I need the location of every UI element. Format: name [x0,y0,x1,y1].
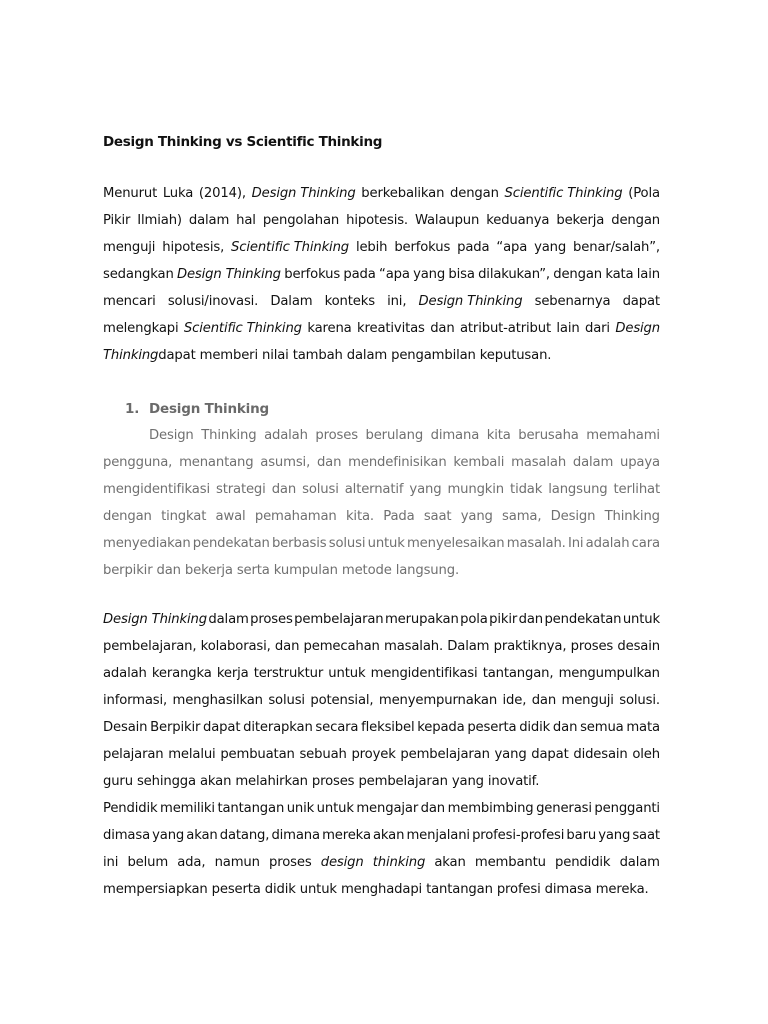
text-line [103,849,660,876]
text-run: pengganti [594,801,660,816]
text-run: pikir [489,612,518,627]
text-run: menyelesaikan [406,536,505,551]
text-run: hipotesis, [162,240,225,255]
text-run: unik [286,801,315,816]
text-run: memahami [586,428,660,443]
text-run: pendekatan [192,536,270,551]
text-run: akan [186,828,218,843]
text-run: dan [271,482,297,497]
text-run: proses [315,428,358,443]
text-line [103,714,660,741]
text-run: guru sehingga akan melahirkan proses pembelajaran yang inovatif. [103,774,540,789]
text-run: merupakan [384,612,459,627]
text-run: thinking [372,855,426,870]
text-run: proses [250,612,293,627]
text-run: dimana [430,428,480,443]
text-line [103,234,660,261]
text-run: dengan [103,509,152,524]
text-line [103,207,660,234]
text-run: menguji [103,240,156,255]
text-run: dari [584,321,610,336]
text-line [103,876,660,903]
text-run: masalah. [384,639,444,654]
text-line [103,633,660,660]
text-run: mereka [322,828,371,843]
text-run: dimana [271,828,320,843]
text-run: pada [343,267,376,282]
text-run: Berpikir [150,720,201,735]
text-run: pembelajaran [294,612,384,627]
text-run: dan [420,801,446,816]
text-run: yang [494,747,527,762]
text-run: berbasis [271,536,327,551]
text-run: masalah. [506,536,566,551]
text-run: kata [605,267,634,282]
text-run: dan [531,693,557,708]
text-run: Design [615,321,660,336]
text-run: akan [434,855,466,870]
text-run: awal [215,509,246,524]
text-run: pola [460,612,488,627]
text-run: dan [274,639,300,654]
text-run: desain [617,639,660,654]
section-paragraph [103,422,660,584]
text-run: tidak [510,482,543,497]
text-run: untuk [328,666,366,681]
text-run: dapat memberi nilai tambah dalam pengambilan keputusan. [158,348,552,363]
text-run: Scientific Thinking [183,321,302,336]
text-line [103,422,660,449]
text-run: Scientific Thinking [504,186,623,201]
text-run: adalah [103,666,147,681]
text-line [103,687,660,714]
document-title: Design Thinking vs Scientific Thinking [103,134,383,150]
text-run: menyediakan [103,536,191,551]
text-line [103,476,660,503]
text-run: dimasa [103,828,151,843]
text-run: pendekatan [544,612,622,627]
text-run: namun [214,855,260,870]
text-run: generasi [536,801,592,816]
text-run: Design Thinking [418,294,523,309]
text-run: didik [519,720,551,735]
text-run: Design [550,509,596,524]
text-line [103,822,660,849]
text-run: dan [316,455,342,470]
text-run: pemecahan [303,639,380,654]
text-run: menghasilkan [172,693,263,708]
text-run: berkebalikan [361,186,445,201]
text-run: mendefinisikan [348,455,447,470]
text-run: dan [518,612,543,627]
text-run: dapat [203,720,241,735]
text-run: melengkapi [103,321,179,336]
text-run: dan [430,321,455,336]
text-run: pendidik [555,855,611,870]
text-run: untuk [316,801,354,816]
text-run: pada [457,240,490,255]
text-run: yang [413,267,446,282]
text-run: berfokus [284,267,341,282]
section-number: 1. [125,401,140,417]
text-run: mungkin [447,482,505,497]
text-run: atribut-atribut [459,321,551,336]
text-line [103,768,660,795]
text-run: bisa [448,267,475,282]
text-run: Design Thinking [103,612,207,627]
text-run: memiliki [160,801,215,816]
text-run: dengan [611,213,660,228]
text-run: membimbing [447,801,534,816]
text-run: mengumpulkan [558,666,660,681]
text-run: dalam [208,612,249,627]
text-run: Thinking [604,509,660,524]
text-run: kolaborasi, [200,639,271,654]
text-run: dalam [572,455,614,470]
text-run: kita [486,428,511,443]
text-line [103,261,660,288]
text-run: berfokus [394,240,451,255]
text-run: karena [307,321,352,336]
section-heading [125,398,625,420]
text-line [103,342,660,369]
text-run: Menurut [103,186,158,201]
text-run: pembelajaran [400,747,490,762]
text-run: lain [636,267,660,282]
text-run: design [320,855,364,870]
text-run: proyek [351,747,396,762]
text-run: dengan [450,186,499,201]
text-run: kerangka [151,666,212,681]
text-line [103,557,660,584]
text-run: adalah [585,536,630,551]
intro-paragraph [103,180,660,369]
text-run: solusi [302,482,339,497]
text-run: Design [149,428,194,443]
text-run: konteks [324,294,375,309]
text-run: potensial, [310,693,374,708]
text-run: Pendidik [103,801,158,816]
text-run: secara [315,720,359,735]
text-run: akan [373,828,405,843]
text-run: menjalani [406,828,470,843]
section-heading-text: Design Thinking [149,401,269,417]
text-run: menantang [179,455,254,470]
text-run: mengajar [356,801,419,816]
text-run: didesain [573,747,628,762]
text-run: dalam [619,855,660,870]
text-run: yang [152,828,185,843]
text-run: berusaha [518,428,579,443]
text-run: praktiknya, [493,639,567,654]
text-run: baru [566,828,597,843]
text-run: dilakukan”, [478,267,550,282]
text-line [103,606,660,633]
text-line [103,503,660,530]
text-run: Pikir [103,213,131,228]
text-run: saat [632,828,660,843]
text-run: tantangan, [482,666,554,681]
text-run: masalah [511,455,567,470]
text-run: mencari [103,294,156,309]
text-run: oleh [632,747,660,762]
text-run: saat [423,509,452,524]
text-run: tingkat [161,509,207,524]
text-run: terstruktur [253,666,324,681]
text-run: lebih [355,240,388,255]
text-run: Ilmiah) [137,213,182,228]
text-run: kepada [417,720,465,735]
text-run: belum [127,855,169,870]
body-paragraph [103,606,660,903]
text-run: diterapkan [243,720,313,735]
text-line [103,449,660,476]
text-run: fleksibel [361,720,415,735]
text-run: Walaupun [414,213,480,228]
text-run: informasi, [103,693,168,708]
text-run: (2014), [198,186,246,201]
text-run: keduanya [486,213,550,228]
text-run: solusi [328,536,366,551]
text-run: dapat [531,747,569,762]
text-run: semua [580,720,624,735]
text-run: kita. [345,509,374,524]
text-line [103,530,660,557]
text-run: bekerja [556,213,605,228]
text-run: Thinking [201,428,257,443]
text-line [103,660,660,687]
text-run: hal [236,213,256,228]
text-run: solusi [268,693,305,708]
text-line [103,288,660,315]
text-run: sebenarnya [534,294,611,309]
text-run: pembuatan [220,747,295,762]
text-run: alternatif [344,482,404,497]
text-run: pengolahan [262,213,340,228]
text-run: dapat [622,294,660,309]
text-run: cara [631,536,660,551]
text-run: sebuah [299,747,347,762]
text-run: dan [552,720,578,735]
text-run: Pada [383,509,415,524]
text-run: mempersiapkan peserta didik untuk menghadapi tantangan profesi dimasa mereka. [103,882,649,897]
text-run: Desain [103,720,148,735]
text-run: Scientific Thinking [231,240,350,255]
text-run: yang [460,509,493,524]
text-run: Dalam [447,639,490,654]
text-run: ini [103,855,119,870]
text-run: ini, [387,294,407,309]
text-run: mengidentifikasi [370,666,478,681]
text-run: langsung [548,482,608,497]
text-run: proses [269,855,312,870]
text-run: pelajaran [103,747,164,762]
text-run: Design Thinking [176,267,281,282]
text-run: menyempurnakan [378,693,498,708]
text-run: membantu [474,855,546,870]
text-run: pemahaman [254,509,337,524]
text-run: untuk [367,536,405,551]
text-line [103,741,660,768]
text-run: mata [626,720,660,735]
text-run: kembali [453,455,505,470]
text-run: ada, [177,855,206,870]
text-run: Thinking [103,348,159,363]
text-run: (Pola [628,186,660,201]
text-run: Dalam [270,294,313,309]
text-run: terlihat [613,482,660,497]
text-run: menguji [561,693,614,708]
text-run: solusi/inovasi. [167,294,259,309]
text-run: yang [534,240,567,255]
text-run: “apa [496,240,528,255]
text-line [103,315,660,342]
text-run: proses [570,639,614,654]
text-run: sama, [502,509,542,524]
text-line [103,180,660,207]
text-run: upaya [619,455,660,470]
text-run: pembelajaran, [103,639,197,654]
text-run: adalah [264,428,308,443]
text-run: “apa [379,267,410,282]
text-run: kerja [216,666,249,681]
text-run: sedangkan [103,267,174,282]
text-run: dalam [188,213,230,228]
text-run: Design Thinking [251,186,356,201]
text-run: berulang [365,428,424,443]
text-run: Luka [162,186,194,201]
text-run: Ini [567,536,584,551]
text-run: kreativitas [357,321,425,336]
text-run: profesi-profesi [472,828,565,843]
text-run: yang [409,482,442,497]
text-run: yang [598,828,631,843]
text-run: asumsi, [260,455,311,470]
text-run: tantangan [217,801,285,816]
text-run: dengan [553,267,603,282]
text-run: ide, [502,693,527,708]
text-run: peserta [467,720,517,735]
text-run: solusi. [619,693,660,708]
text-run: hipotesis. [346,213,408,228]
text-run: mengidentifikasi [103,482,210,497]
text-run: berpikir dan bekerja serta kumpulan metode langsung. [103,563,459,578]
text-run: lain [556,321,580,336]
text-run: pengguna, [103,455,173,470]
text-line [103,795,660,822]
text-run: benar/salah”, [573,240,660,255]
text-run: strategi [216,482,266,497]
text-run: datang, [219,828,270,843]
text-run: melalui [168,747,216,762]
text-run: untuk [622,612,660,627]
